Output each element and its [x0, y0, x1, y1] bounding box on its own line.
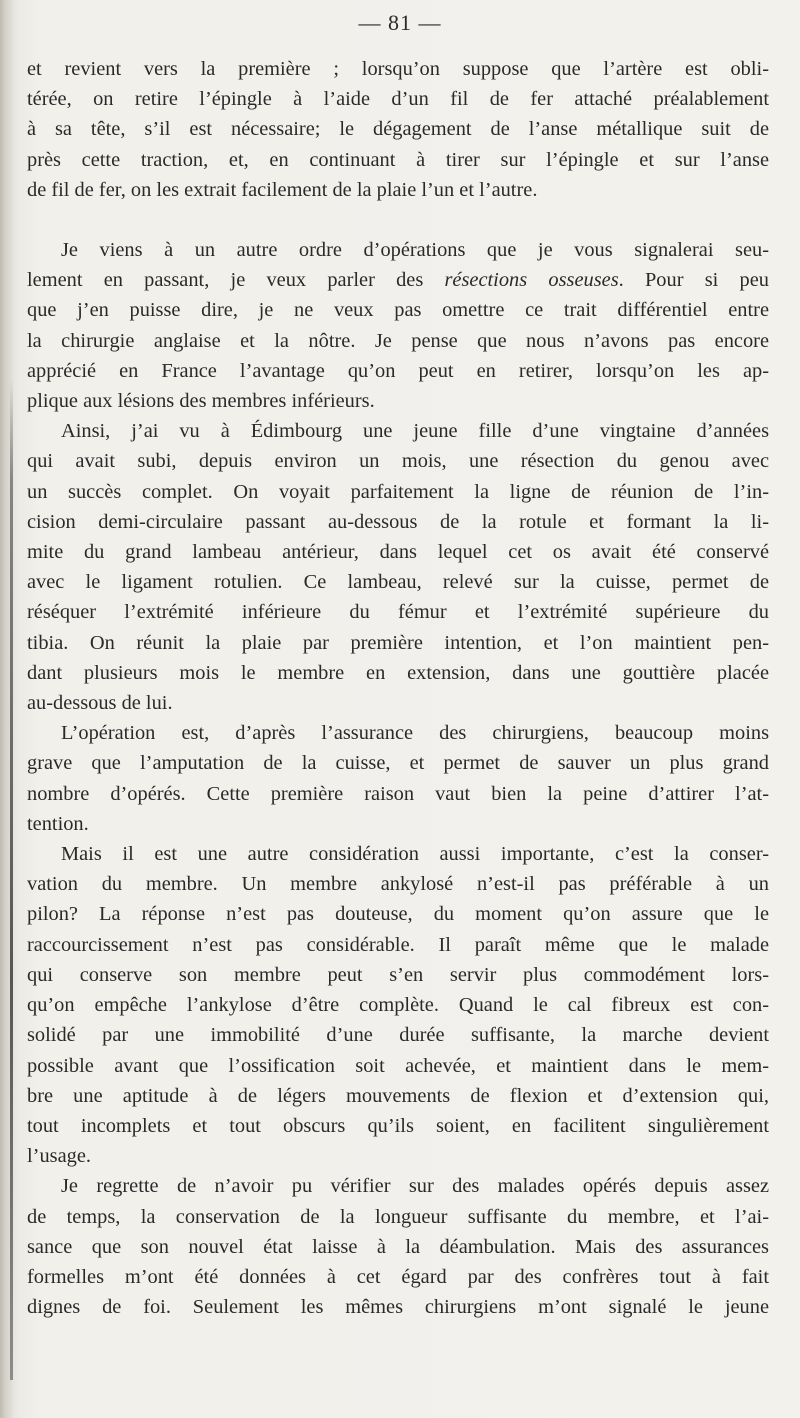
text-line: L’opération est, d’après l’assurance des chirurgiens, beaucoup moins [61, 722, 769, 745]
text-line: de fil de fer, on les extrait facilement de la plaie l’un et l’autre. [27, 178, 538, 201]
text-line: avec le ligament rotulien. Ce lambeau, relevé sur la cuisse, permet de [27, 571, 769, 594]
text-line: possible avant que l’ossification soit achevée, et maintient dans le mem- [27, 1054, 769, 1077]
text-line: un succès complet. On voyait parfaitement la ligne de réunion de l’in- [27, 480, 769, 503]
text-line: térée, on retire l’épingle à l’aide d’un fil de fer attaché préalablement [27, 88, 769, 111]
text-run: lement en passant, je veux parler des [27, 269, 445, 292]
text-line: Je regrette de n’avoir pu vérifier sur des malades opérés depuis assez [61, 1175, 769, 1198]
text-line: cision demi-circulaire passant au-dessous de la rotule et formant la li- [27, 510, 769, 533]
text-line: bre une aptitude à de légers mouvements de flexion et d’extension qui, [27, 1084, 769, 1107]
text-line: raccourcissement n’est pas considérable. Il paraît même que le malade [27, 933, 769, 956]
italic-term: résections osseuses [444, 269, 619, 292]
text-run: . Pour si peu [618, 269, 769, 292]
page-number: — 81 — [358, 10, 442, 35]
text-line: grave que l’amputation de la cuisse, et permet de sauver un plus grand [27, 752, 769, 775]
text-line: nombre d’opérés. Cette première raison vaut bien la peine d’attirer l’at- [27, 782, 769, 805]
text-line: plique aux lésions des membres inférieurs. [27, 390, 375, 413]
text-line: pilon? La réponse n’est pas douteuse, du moment qu’on assure que le [27, 903, 769, 926]
text-line: que j’en puisse dire, je ne veux pas omettre ce trait différentiel entre [27, 299, 769, 322]
text-line: mite du grand lambeau antérieur, dans lequel cet os avait été conservé [27, 541, 769, 564]
text-line: Ainsi, j’ai vu à Édimbourg une jeune fille d’une vingtaine d’années [61, 420, 769, 443]
paragraph-gap [27, 205, 769, 235]
text-line: Mais il est une autre considération aussi importante, c’est la conser- [61, 843, 769, 866]
text-line: qui avait subi, depuis environ un mois, une résection du genou avec [27, 450, 769, 473]
text-line: sance que son nouvel état laisse à la déambulation. Mais des assurances [27, 1235, 769, 1258]
text-line: la chirurgie anglaise et la nôtre. Je pense que nous n’avons pas encore [27, 329, 769, 352]
text-line: formelles m’ont été données à cet égard par des confrères tout à fait [27, 1265, 769, 1288]
text-line: de temps, la conservation de la longueur suffisante du membre, et l’ai- [27, 1205, 769, 1228]
text-run: Je viens à un autre ordre d’opérations que je vous signalerai seu- [61, 239, 769, 262]
body-text [27, 54, 769, 1322]
text-line: qu’on empêche l’ankylose d’être complète. Quand le cal fibreux est con- [27, 994, 769, 1017]
text-line: tibia. On réunit la plaie par première intention, et l’on maintient pen- [27, 631, 769, 654]
text-line: près cette traction, et, en continuant à tirer sur l’épingle et sur l’anse [27, 148, 769, 171]
text-line: dant plusieurs mois le membre en extension, dans une gouttière placée [27, 661, 769, 684]
text-line: tout incomplets et tout obscurs qu’ils soient, en facilitent singulièrement [27, 1114, 769, 1137]
text-line: vation du membre. Un membre ankylosé n’est-il pas préférable à un [27, 873, 769, 896]
text-line: qui conserve son membre peut s’en servir plus commodément lors- [27, 963, 769, 986]
text-line [27, 265, 769, 295]
text-line: tention. [27, 812, 89, 835]
text-line: et revient vers la première ; lorsqu’on suppose que l’artère est obli- [27, 58, 769, 80]
text-line: apprécié en France l’avantage qu’on peut en retirer, lorsqu’on les ap- [27, 359, 769, 382]
binding-shadow [10, 380, 13, 1380]
text-line: réséquer l’extrémité inférieure du fémur et l’extrémité supérieure du [27, 601, 769, 624]
text-line: solidé par une immobilité d’une durée suffisante, la marche devient [27, 1024, 769, 1047]
text-line: au-dessous de lui. [27, 692, 173, 715]
text-line: à sa tête, s’il est nécessaire; le dégagement de l’anse métallique suit de [27, 118, 769, 141]
text-line: l’usage. [27, 1145, 91, 1168]
text-line: dignes de foi. Seulement les mêmes chirurgiens m’ont signalé le jeune [27, 1296, 769, 1319]
text-line [27, 235, 769, 265]
